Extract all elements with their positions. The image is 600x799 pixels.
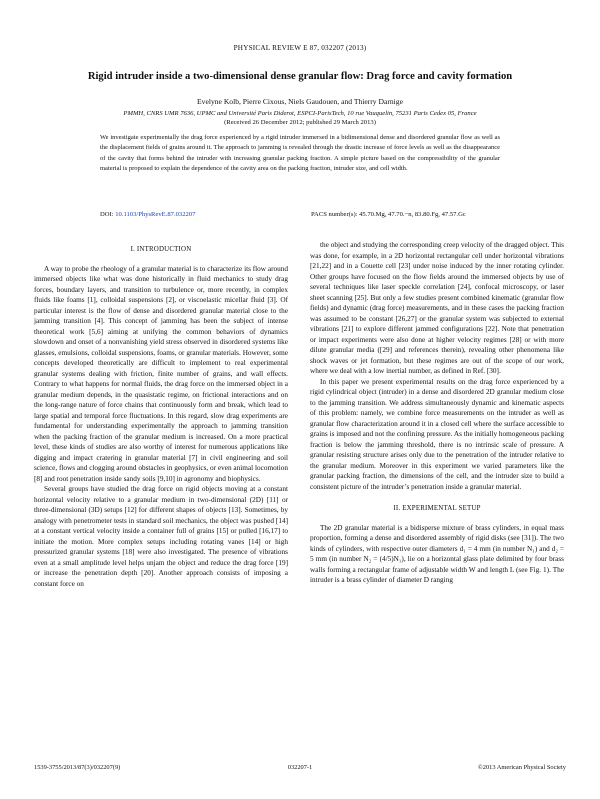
affiliation xyxy=(20,109,580,127)
doi-line xyxy=(100,211,195,218)
footer-page-number: 032207-1 xyxy=(287,764,313,771)
author-list: Evelyne Kolb, Pierre Cixous, Niels Gaudouen, and Thierry Darnige xyxy=(197,97,403,106)
setup-paragraph-1: The 2D granular material is a bidisperse mixture of brass cylinders, in equal mass proportion, forming a dense and disordered assembly of rigid disks (see [31]). The two kinds of cylinders, with respective outer diameters d₁ = 4 mm (in number N₁) and d₂ = 5 mm (in number N₂ = (4/5)N₁), lie on a horizontal glass plate delimited by four brass walls forming a rectangular frame of adjustable width W and length L (see Fig. 1). The intruder is a brass cylinder of diameter D ranging xyxy=(310,523,564,584)
intro-paragraph-4: In this paper we present experimental results on the drag force experienced by a rigid cylindrical object (intruder) in a dense and disordered 2D granular medium close to the jamming transition. We address simultaneously dynamic and kinematic aspects of this problem: namely, we combine force measurements on the intruder as well as granular flow characterization around it in a closed cell where the surface accessible to grains is imposed and not the confining pressure. As the initially homogeneous packing fraction is below the jamming threshold, there is no intrinsic scale of pressure. A granular resisting structure arises only due to the penetration of the intruder relative to the granular medium. Moreover in this experiment we varied parameters like the granular packing fraction, the dimensions of the cell, and the intruder size to build a consistent picture of the intruder’s penetration inside a granular material. xyxy=(310,377,564,491)
section-heading-introduction: I. INTRODUCTION xyxy=(130,246,192,253)
received-date: (Received 26 December 2012; published 29 March 2013) xyxy=(224,119,376,126)
right-column xyxy=(310,240,564,586)
footer-copyright: ©2013 American Physical Society xyxy=(477,764,566,771)
affiliation-text: PMMH, CNRS UMR 7636, UPMC and Université Paris Diderot, ESPCI-ParisTech, 10 rue Vauquelin, 75231 Paris Cedex 05, France xyxy=(123,110,477,117)
paper-title: Rigid intruder inside a two-dimensional dense granular flow: Drag force and cavity formation xyxy=(87,71,513,82)
section-heading-experimental-setup: II. EXPERIMENTAL SETUP xyxy=(393,505,481,512)
journal-header: PHYSICAL REVIEW E 87, 032207 (2013) xyxy=(233,44,367,52)
intro-paragraph-1: A way to probe the rheology of a granular material is to characterize its flow around immersed objects like what was done historically in fluid mechanics to study drag forces, boundary layers, and transition to turbulence or, more recently, in complex fluids like foams [1], colloidal suspensions [2], or viscoelastic micellar fluid [3]. Of particular interest is the flow of dense and disordered granular material close to the jamming transition [4]. This concept of jamming has been the subject of intense theoretical work [5,6] aiming at unifying the common behaviors of dynamics slowdown and onset of a nonvanishing yield stress observed in disordered systems like glasses, emulsions, colloidal suspensions, foams, or granular materials. However, some concepts developed theoretically are difficult to implement to real experimental granular systems dealing with friction, finite number of grains, and wall effects. Contrary to what happens for normal fluids, the drag force on the immersed object in a granular medium depends, in the quasistatic regime, on frictional interactions and on the long-range nature of force chains that continuously form and break, which lead to large spatial and temporal force fluctuations. In this regard, slow drag experiments are fundamental for understanding experimentally the approach to jamming transition when the packing fraction of the granular medium is increased. On a more practical level, these kinds of studies are also worthy of interest for numerous applications like digging and impact cratering in granular material [7] in civil engineering and soil science, flows and clogging around obstacles in geophysics, or even animal locomotion [8] and root penetration inside sandy soils [9,10] in agronomy and biophysics. xyxy=(34,264,288,483)
doi-link[interactable]: 10.1103/PhysRevE.87.032207 xyxy=(115,211,196,218)
footer-issn: 1539-3755/2013/87(3)/032207(9) xyxy=(34,764,121,771)
doi-label: DOI: xyxy=(100,211,114,218)
intro-paragraph-2: Several groups have studied the drag force on rigid objects moving at a constant horizontal velocity relative to a granular medium in two-dimensional (2D) [11] or three-dimensional (3D) setups [12] for different shapes of objects [13]. Sometimes, by analogy with penetrometer tests in standard soil mechanics, the object was pushed [14] at a constant vertical velocity inside a container full of grains [15] or pulled [16,17] to initiate the motion. More complex setups including rotating vanes [14] or high pressurized granular systems [18] were also investigated. The presence of vibrations even at a small amplitude level helps unjam the object and reduce the drag force [19] or increase the penetration depth [20]. Another approach consists of imposing a constant force on xyxy=(34,485,288,588)
intro-paragraph-3: the object and studying the corresponding creep velocity of the dragged object. This was done, for example, in a 2D horizontal rectangular cell under horizontal vibrations [21,22] and in a Couette cell [23] under noise induced by the inner rotating cylinder. Other groups have focused on the flow fields around the immersed objects by use of several techniques like laser speckle correlation [24], confocal microscopy, or laser sheet scanning [25]. But only a few studies present combined kinematic (granular flow fields) and dynamic (drag force) measurements, and in these cases the packing fraction was assumed to be constant [26,27] or the granular system was subjected to external vibrations [21] to explore different jammed configurations [22]. Note that penetration or impact experiments were also done at higher velocity regimes [28] or with more dilute granular media ([29] and references therein), revealing other phenomena like shock waves or jet formation, but these regimes are out of the scope of our work, where we deal with a low inertial number, as defined in Ref. [30]. xyxy=(310,241,564,375)
abstract: We investigate experimentally the drag force experienced by a rigid intruder immersed in a bidimensional dense and disordered granular flow as well as the displacement fields of grains around it. The approach to jamming is revealed through the drastic increase of force levels as well as the disappearance of the cavity that forms behind the intruder with increasing granular packing fraction. A simple picture based on the compressibility of the granular material is proposed to explain the dependence of the cavity area on the packing fraction, intruder size, and cell width. xyxy=(100,134,500,173)
left-column xyxy=(34,245,288,589)
pacs-numbers: PACS number(s): 45.70.Mg, 47.70.−n, 83.80.Fg, 47.57.Gc xyxy=(311,211,466,218)
